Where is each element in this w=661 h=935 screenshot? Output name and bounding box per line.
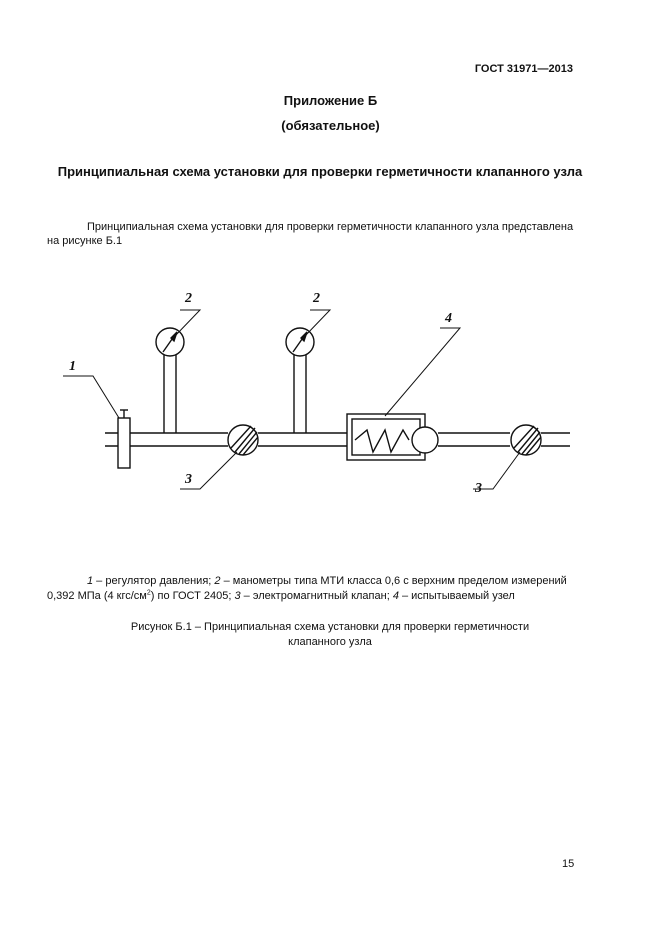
annex-title: Приложение Б — [283, 93, 378, 108]
label-gauge-b: 2 — [313, 291, 320, 306]
legend-text-4: – электромагнитный клапан; — [240, 590, 393, 602]
document-code: ГОСТ 31971—2013 — [474, 63, 573, 75]
intro-paragraph: Принципиальная схема установки для проверки герметичности клапанного узла представлена на рисунке Б.1 — [47, 221, 574, 247]
setup-diagram — [55, 280, 575, 500]
label-valve-b: 3 — [475, 481, 482, 496]
label-tested-unit: 4 — [445, 311, 452, 326]
caption-line-1: Рисунок Б.1 – Принципиальная схема установки для проверки герметичности — [130, 621, 530, 633]
legend-text-2: – манометры типа МТИ класса 0,6 с верхним пределом измерений 0,392 МПа (4 кгс/см — [47, 575, 567, 602]
legend-num-2: 2 — [214, 575, 221, 587]
legend-text-5: – испытываемый узел — [398, 590, 515, 602]
tested-unit — [347, 414, 438, 460]
pressure-gauge-b — [286, 328, 314, 356]
solenoid-valve-a — [228, 425, 258, 455]
legend-superscript: 2 — [146, 589, 151, 597]
label-gauge-a: 2 — [185, 291, 192, 306]
legend-num-4: 4 — [392, 590, 399, 602]
page-number: 15 — [562, 858, 575, 870]
section-title: Принципиальная схема установки для проверки герметичности клапанного узла — [57, 164, 583, 179]
legend-text-3: ) по ГОСТ 2405; — [150, 590, 235, 602]
caption-line-2: клапанного узла — [288, 636, 372, 648]
solenoid-valve-b — [511, 425, 541, 455]
annex-type: (обязательное) — [281, 118, 380, 133]
figure-caption — [60, 620, 600, 650]
label-valve-a: 3 — [185, 472, 192, 487]
pressure-gauge-a — [156, 328, 184, 356]
label-regulator: 1 — [69, 359, 76, 374]
legend-text-1: – регулятор давления; — [93, 575, 215, 587]
legend-num-1: 1 — [87, 575, 94, 587]
pressure-regulator — [118, 410, 130, 468]
legend-num-3: 3 — [234, 590, 241, 602]
figure-legend — [47, 574, 587, 604]
